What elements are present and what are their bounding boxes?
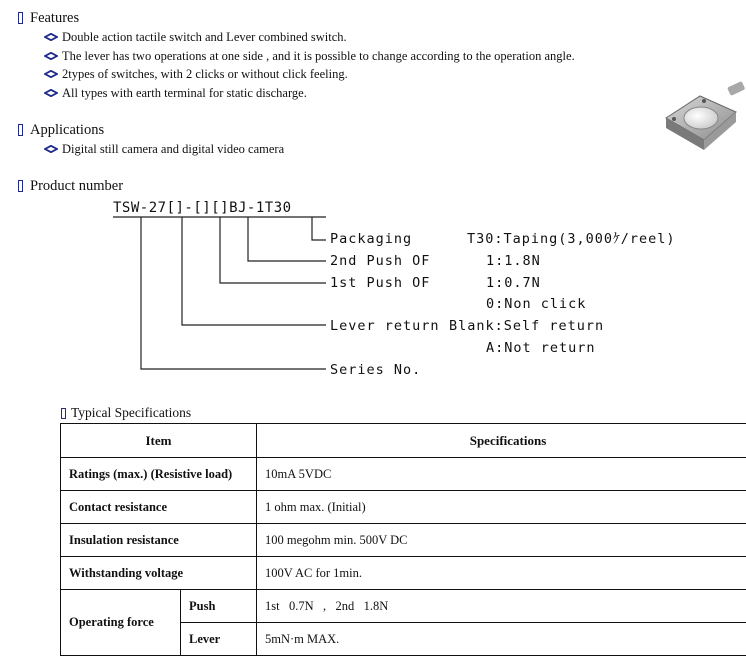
value-first-push: 1:0.7N	[486, 275, 541, 291]
diamond-bullet-icon	[44, 70, 58, 78]
table-row	[61, 458, 746, 491]
diamond-bullet-icon	[44, 145, 58, 153]
col-header-item: Item	[61, 424, 257, 458]
label-series: Series No.	[330, 362, 422, 378]
square-bullet-icon	[18, 12, 23, 24]
features-heading	[18, 9, 79, 27]
label-first-push: 1st Push OF	[330, 275, 431, 291]
row-label: Contact resistance	[61, 491, 257, 524]
feature-item: Double action tactile switch and Lever combined switch.	[44, 29, 347, 45]
switch-product-image	[660, 78, 746, 158]
square-bullet-icon	[18, 180, 23, 192]
row-sublabel: Push	[181, 590, 257, 623]
applications-title: Applications	[30, 122, 105, 138]
table-row	[61, 557, 746, 590]
row-value: 5mN·m MAX.	[257, 623, 746, 656]
row-sublabel: Lever	[181, 623, 257, 656]
square-bullet-icon	[61, 408, 66, 419]
feature-item: All types with earth terminal for static discharge.	[44, 85, 307, 101]
row-value: 1 ohm max. (Initial)	[257, 491, 746, 524]
table-row	[61, 524, 746, 557]
typical-specs-heading	[61, 404, 191, 422]
square-bullet-icon	[18, 124, 23, 136]
product-number-title: Product number	[30, 178, 124, 194]
row-label: Insulation resistance	[61, 524, 257, 557]
row-value: 1st 0.7N , 2nd 1.8N	[257, 590, 746, 623]
typical-specs-title: Typical Specifications	[71, 405, 192, 420]
row-value: 100V AC for 1min.	[257, 557, 746, 590]
table-row	[61, 491, 746, 524]
row-label: Withstanding voltage	[61, 557, 257, 590]
feature-item: 2types of switches, with 2 clicks or without click feeling.	[44, 66, 348, 82]
row-value: 100 megohm min. 500V DC	[257, 524, 746, 557]
product-code: TSW-27[]-[][]BJ-1T30	[113, 200, 292, 216]
value-not-return: A:Not return	[486, 340, 596, 356]
value-second-push: 1:1.8N	[486, 253, 541, 269]
row-label: Operating force	[61, 590, 181, 656]
features-title: Features	[30, 10, 80, 26]
feature-item: The lever has two operations at one side , and it is possible to change according to the operation angle.	[44, 48, 575, 64]
application-item: Digital still camera and digital video camera	[44, 141, 284, 157]
label-second-push: 2nd Push OF	[330, 253, 431, 269]
spec-table	[60, 423, 746, 656]
label-packaging: Packaging	[330, 231, 413, 247]
value-packaging: T30:Taping(3,000ｹ/reel)	[467, 231, 676, 247]
applications-heading	[18, 121, 104, 139]
row-value: 10mA 5VDC	[257, 458, 746, 491]
label-lever-return: Lever return	[330, 318, 440, 334]
diamond-bullet-icon	[44, 89, 58, 97]
col-header-spec: Specifications	[257, 424, 746, 458]
diamond-bullet-icon	[44, 52, 58, 60]
value-non-click: 0:Non click	[486, 296, 587, 312]
table-row	[61, 590, 746, 623]
row-label: Ratings (max.) (Resistive load)	[61, 458, 257, 491]
diamond-bullet-icon	[44, 33, 58, 41]
value-self-return: Blank:Self return	[449, 318, 605, 334]
table-header-row	[61, 424, 746, 458]
product-number-heading	[18, 177, 123, 195]
